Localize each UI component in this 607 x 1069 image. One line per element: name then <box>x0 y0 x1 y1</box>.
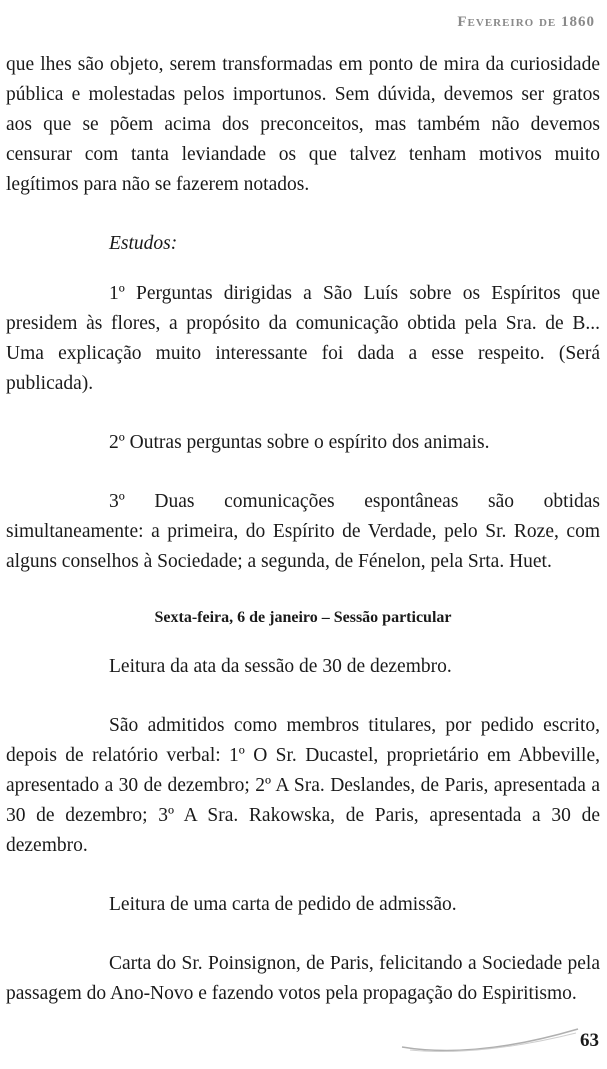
running-head: Fevereiro de 1860 <box>457 14 595 30</box>
page-footer <box>0 1009 607 1069</box>
paragraph-letter-poinsignon: Carta do Sr. Poinsignon, de Paris, felicitando a Sociedade pela passagem do Ano-Novo e fazendo votos pela propagação do Espiritismo. <box>6 953 600 1004</box>
page-number: 63 <box>580 1030 599 1051</box>
decorative-swoosh-icon <box>400 1025 580 1055</box>
paragraph-continuation: que lhes são objeto, serem transformadas em ponto de mira da curiosidade pública e molestadas pelos importunos. Sem dúvida, devemos ser gratos aos que se põem acima dos preconceitos, mas também não devemos censurar com tanta leviandade os que talvez tenham motivos muito legítimos para não se fazerem notados. <box>6 54 600 195</box>
paragraph-minutes: Leitura da ata da sessão de 30 de dezembro. <box>109 656 452 677</box>
page-body <box>6 50 600 1038</box>
paragraph-letter-reading: Leitura de uma carta de pedido de admissão. <box>109 894 457 915</box>
paragraph-study-2: 2º Outras perguntas sobre o espírito dos animais. <box>109 432 490 453</box>
paragraph-study-3: 3º Duas comunicações espontâneas são obtidas simultaneamente: a primeira, do Espírito de Verdade, pelo Sr. Roze, com alguns conselhos à Sociedade; a segunda, de Fénelon, pela Srta. Huet. <box>6 491 600 572</box>
paragraph-admissions: São admitidos como membros titulares, por pedido escrito, depois de relatório verbal: 1º O Sr. Ducastel, proprietário em Abbeville, apresentado a 30 de dezembro; 2º A Sra. Deslandes, de Paris, apresentada a 30 de dezembro; 3º A Sra. Rakowska, de Paris, apresentada a 30 de dezembro. <box>6 715 600 856</box>
section-label-estudos: Estudos: <box>109 233 178 254</box>
paragraph-study-1: 1º Perguntas dirigidas a São Luís sobre os Espíritos que presidem às flores, a propósito da comunicação obtida pela Sra. de B... Uma explicação muito interessante foi dada a esse respeito. (Será publicada). <box>6 283 600 394</box>
session-heading: Sexta-feira, 6 de janeiro – Sessão particular <box>154 609 452 626</box>
